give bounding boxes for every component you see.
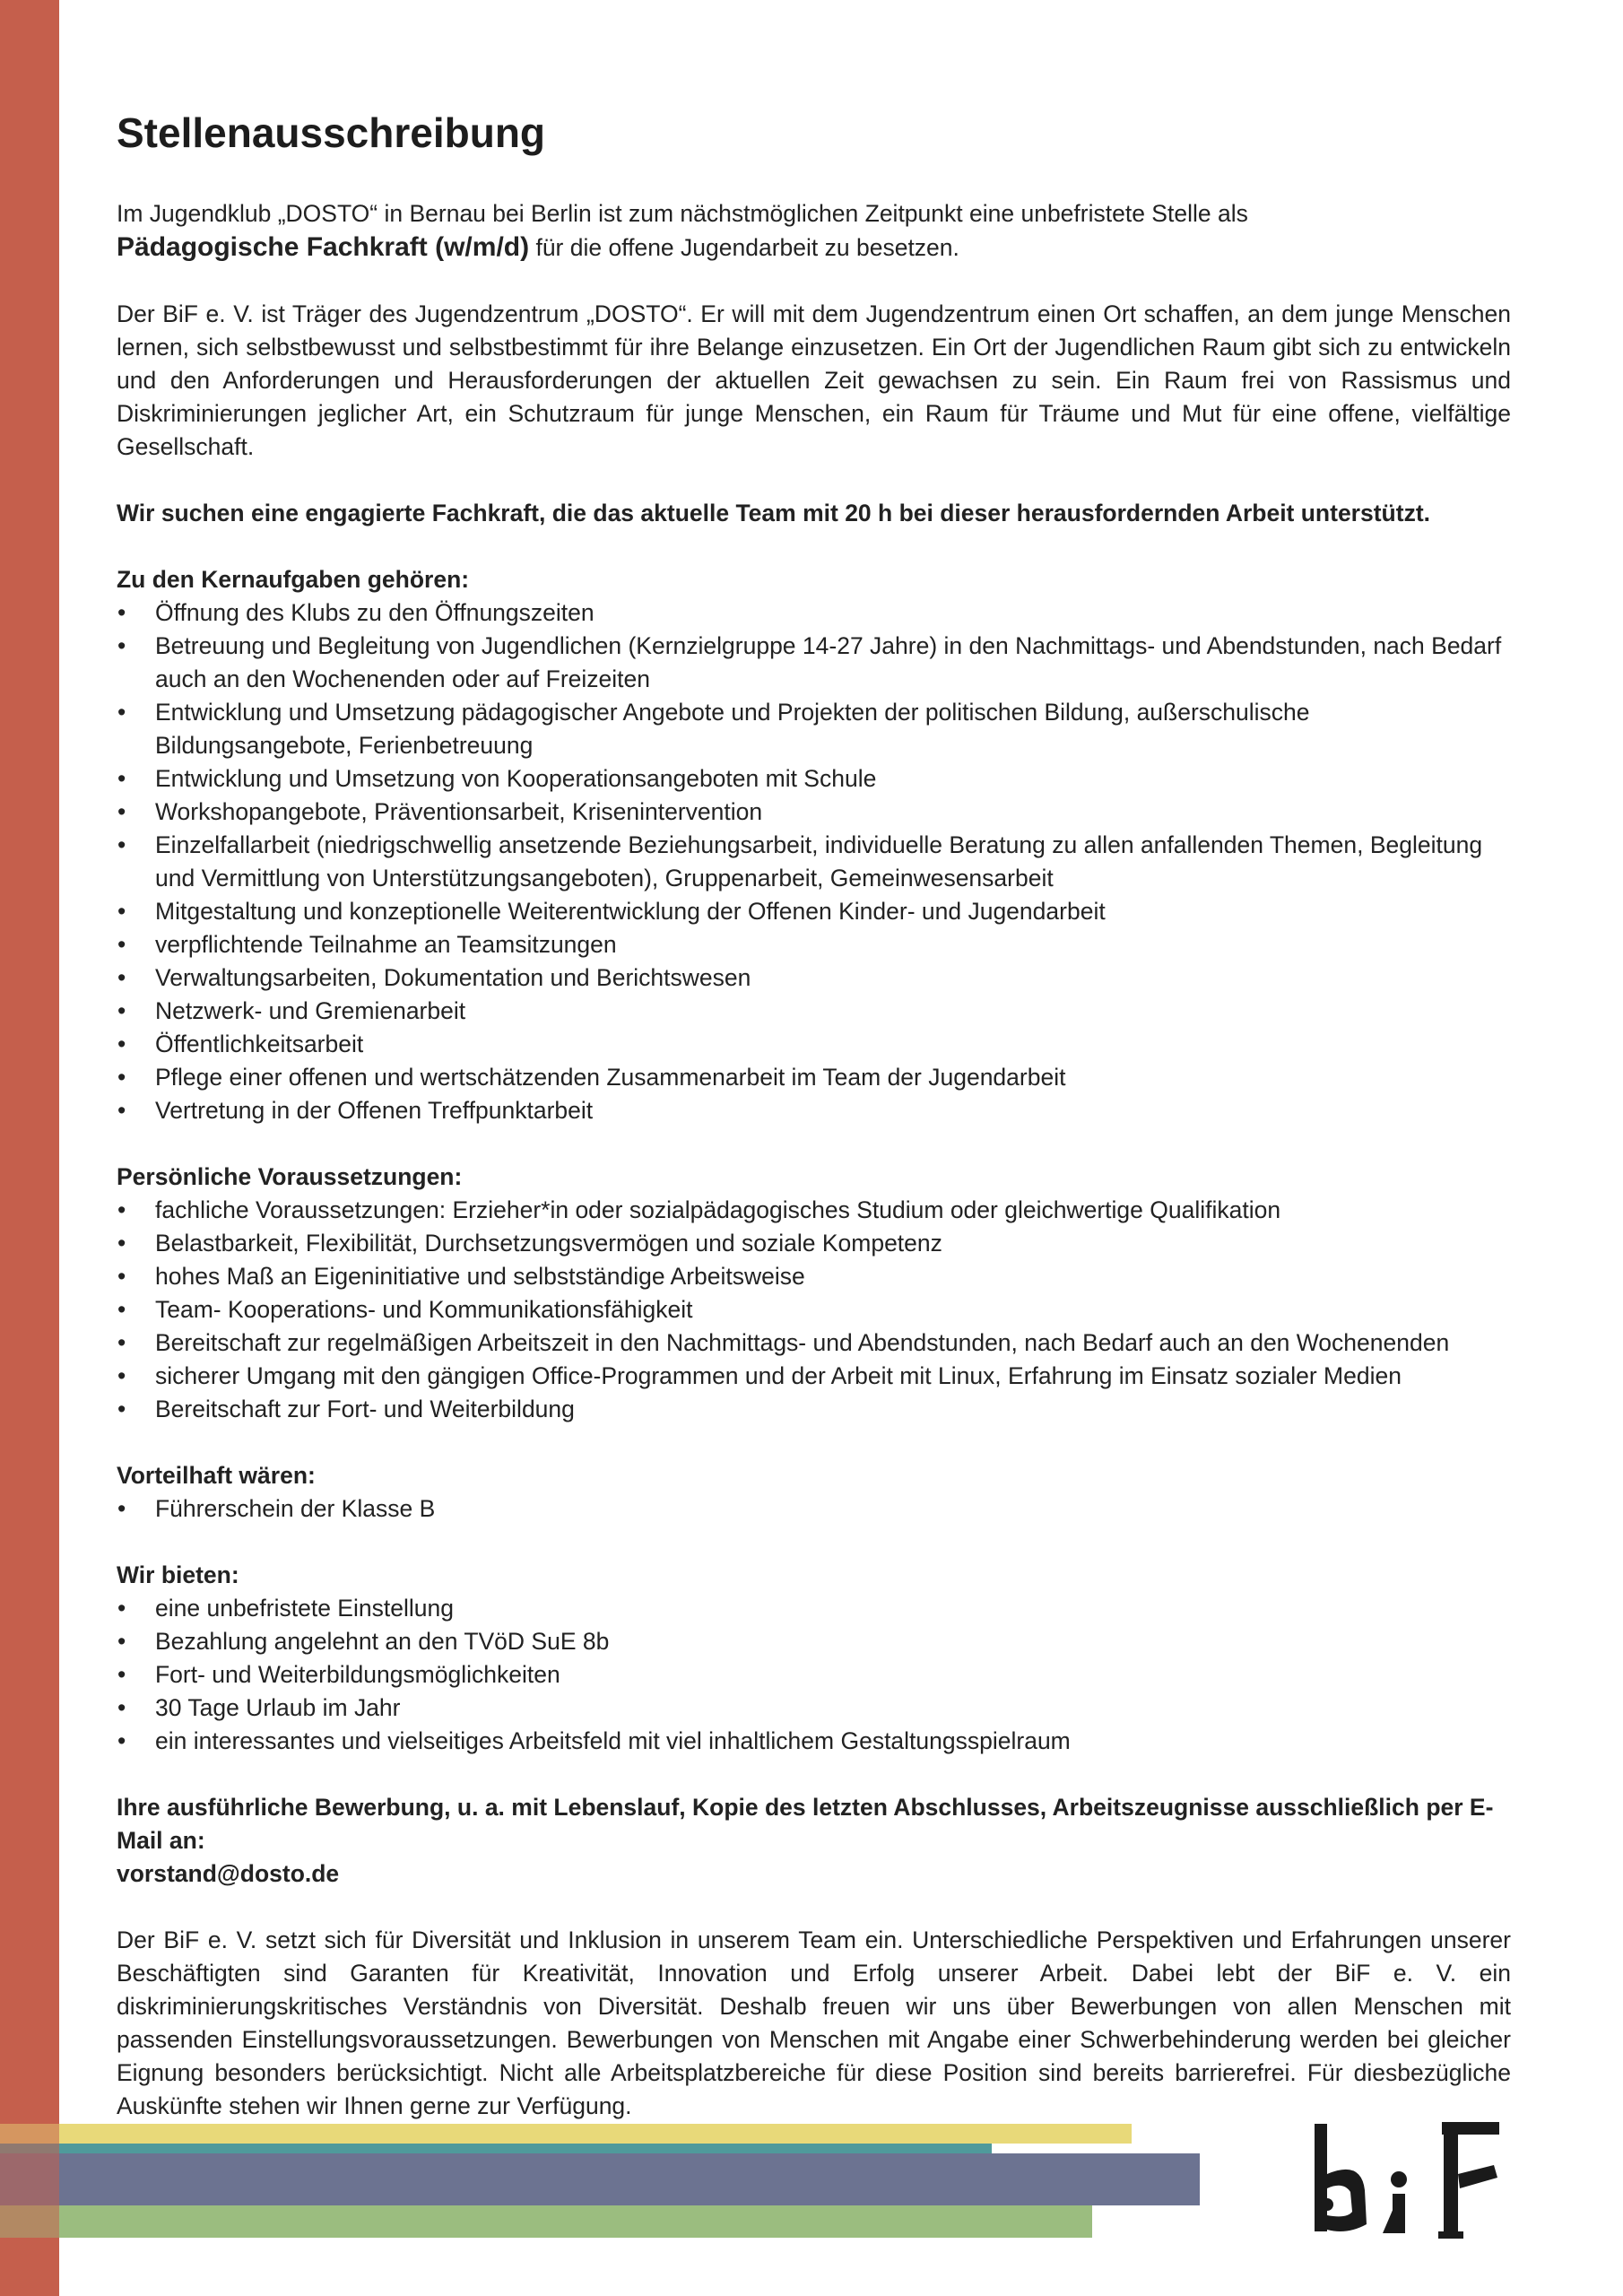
list-item: • Bereitschaft zur Fort- und Weiterbildung (117, 1393, 1511, 1426)
list-item: • Vertretung in der Offenen Treffpunktarbeit (117, 1094, 1511, 1127)
search-statement: Wir suchen eine engagierte Fachkraft, die das aktuelle Team mit 20 h bei dieser herausfordernden Arbeit unterstützt. (117, 500, 1431, 526)
intro-line: Im Jugendklub „DOSTO“ in Bernau bei Berlin ist zum nächstmöglichen Zeitpunkt eine unbefristete Stelle als (117, 200, 1248, 227)
position-title: Pädagogische Fachkraft (w/m/d) (117, 232, 530, 262)
intro-position-line (117, 230, 1511, 265)
list-item: • Team- Kooperations- und Kommunikationsfähigkeit (117, 1293, 1511, 1326)
list-item: • Belastbarkeit, Flexibilität, Durchsetzungsvermögen und soziale Kompetenz (117, 1227, 1511, 1260)
application-email[interactable]: vorstand@dosto.de (117, 1860, 340, 1887)
requirements-section (117, 1161, 1511, 1426)
advantage-heading: Vorteilhaft wären: (117, 1462, 316, 1489)
list-item: • Öffentlichkeitsarbeit (117, 1028, 1511, 1061)
stripe-slate (0, 2153, 1200, 2205)
tasks-list (117, 596, 1511, 1127)
diversity-paragraph: Der BiF e. V. setzt sich für Diversität und Inklusion in unserem Team ein. Unterschiedliche Perspektiven und Erfahrungen unserer Beschäftigten sind Garanten für Kreativität, Innovation und Erfolg unserer Arbeit. Dabei lebt der BiF e. V. ein diskriminierungskritisches Verständnis von Diversität. Deshalb freuen wir uns über Bewerbungen von allen Menschen mit passenden Einstellungsvoraussetzungen. Bewerbungen von Menschen mit Angabe einer Schwerbehinderung werden bei gleicher Eignung besonders berücksichtigt. Nicht alle Arbeitsplatzbereiche für diese Position sind bereits barrierefrei. Für diesbezügliche Auskünfte stehen wir Ihnen gerne zur Verfügung. (117, 1926, 1511, 2119)
list-item: • Pflege einer offenen und wertschätzenden Zusammenarbeit im Team der Jugendarbeit (117, 1061, 1511, 1094)
list-item: • Betreuung und Begleitung von Jugendlichen (Kernzielgruppe 14-27 Jahre) in den Nachmittags- und Abendstunden, nach Bedarf auch an den Wochenenden oder auf Freizeiten (117, 630, 1511, 696)
about-paragraph: Der BiF e. V. ist Träger des Jugendzentrum „DOSTO“. Er will mit dem Jugendzentrum einen Ort schaffen, an dem junge Menschen lernen, sich selbstbewusst und selbstbestimmt für ihre Belange einzusetzen. Ein Ort der Jugendlichen Raum gibt sich zu entwickeln und den Anforderungen und Herausforderungen der aktuellen Zeit gewachsen zu sein. Ein Raum frei von Rassismus und Diskriminierungen jeglicher Art, ein Schutzraum für junge Menschen, ein Raum für Träume und Mut für eine offene, vielfältige Gesellschaft. (117, 300, 1511, 460)
list-item: • fachliche Voraussetzungen: Erzieher*in oder sozialpädagogisches Studium oder gleichwertige Qualifikation (117, 1194, 1511, 1227)
intro-line-rest: für die offene Jugendarbeit zu besetzen. (529, 234, 959, 261)
advantage-section (117, 1459, 1511, 1526)
list-item: • Netzwerk- und Gremienarbeit (117, 995, 1511, 1028)
application-section (117, 1791, 1511, 1891)
offer-section (117, 1559, 1511, 1758)
list-item: • verpflichtende Teilnahme an Teamsitzungen (117, 928, 1511, 961)
list-item: • hohes Maß an Eigeninitiative und selbstständige Arbeitsweise (117, 1260, 1511, 1293)
tasks-heading: Zu den Kernaufgaben gehören: (117, 566, 470, 593)
list-item: • Entwicklung und Umsetzung von Kooperationsangeboten mit Schule (117, 762, 1511, 796)
list-item: • Mitgestaltung und konzeptionelle Weiterentwicklung der Offenen Kinder- und Jugendarbeit (117, 895, 1511, 928)
list-item: • 30 Tage Urlaub im Jahr (117, 1692, 1511, 1725)
list-item: • Verwaltungsarbeiten, Dokumentation und Berichtswesen (117, 961, 1511, 995)
document-body (117, 108, 1511, 2123)
list-item: • Bereitschaft zur regelmäßigen Arbeitszeit in den Nachmittags- und Abendstunden, nach Bedarf auch an den Wochenenden (117, 1326, 1511, 1360)
stripe-yellow (0, 2124, 1132, 2144)
offer-heading: Wir bieten: (117, 1561, 239, 1588)
requirements-list (117, 1194, 1511, 1426)
offer-list (117, 1592, 1511, 1758)
list-item: • Führerschein der Klasse B (117, 1492, 1511, 1526)
page-title: Stellenausschreibung (117, 109, 546, 156)
list-item: • Einzelfallarbeit (niedrigschwellig ansetzende Beziehungsarbeit, individuelle Beratung zu allen anfallenden Themen, Begleitung und Vermittlung von Unterstützungsangeboten), Gruppenarbeit, Gemeinwesensarbeit (117, 829, 1511, 895)
left-color-bar-overlay (0, 0, 59, 2296)
list-item: • eine unbefristete Einstellung (117, 1592, 1511, 1625)
advantage-list (117, 1492, 1511, 1526)
tasks-section (117, 563, 1511, 1127)
list-item: • Entwicklung und Umsetzung pädagogischer Angebote und Projekten der politischen Bildung, außerschulische Bildungsangebote, Ferienbetreuung (117, 696, 1511, 762)
requirements-heading: Persönliche Voraussetzungen: (117, 1163, 463, 1190)
list-item: • ein interessantes und vielseitiges Arbeitsfeld mit viel inhaltlichem Gestaltungsspielraum (117, 1725, 1511, 1758)
list-item: • Bezahlung angelehnt an den TVöD SuE 8b (117, 1625, 1511, 1658)
list-item: • Fort- und Weiterbildungsmöglichkeiten (117, 1658, 1511, 1692)
stripe-green (0, 2205, 1092, 2238)
list-item: • sicherer Umgang mit den gängigen Office-Programmen und der Arbeit mit Linux, Erfahrung im Einsatz sozialer Medien (117, 1360, 1511, 1393)
application-text: Ihre ausführliche Bewerbung, u. a. mit Lebenslauf, Kopie des letzten Abschlusses, Arbeitszeugnisse ausschließlich per E-Mail an: (117, 1794, 1494, 1854)
bif-logo (1307, 2118, 1514, 2240)
list-item: • Öffnung des Klubs zu den Öffnungszeiten (117, 596, 1511, 630)
intro (117, 197, 1511, 265)
list-item: • Workshopangebote, Präventionsarbeit, Krisenintervention (117, 796, 1511, 829)
